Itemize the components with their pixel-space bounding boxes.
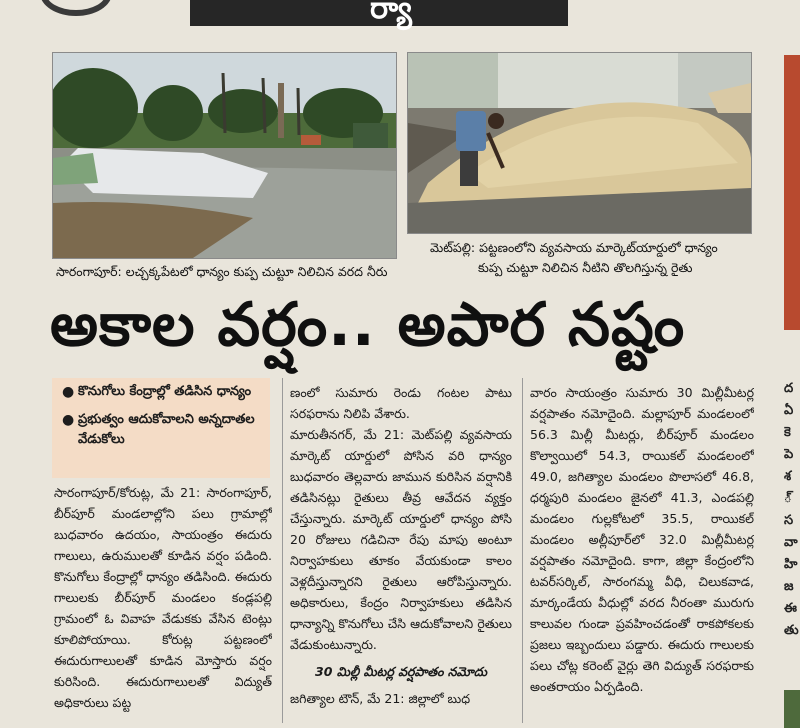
adjacent-photo-fragment-bottom — [784, 690, 800, 728]
highlight-text-2: ప్రభుత్వం ఆదుకోవాలని అన్నదాతల వేడుకోలు — [78, 412, 255, 447]
column-2-tail: జగిత్యాల టౌన్‌, మే 21: జిల్లాలో బుధ — [290, 691, 471, 706]
column-divider — [282, 378, 283, 723]
column-2-body: మారుతీనగర్‌, మే 21: మెట్‌పల్లి వ్యవసాయ మార్కెట్‌ యార్డులో పోసిన వరి ధాన్యం బుధవారం తెల్లవారు జామున కురిసిన వర్షానికి తడిసినట్లు రైతులు తీవ్ర ఆవేదన వ్యక్తం చేస్తున్నారు. మార్కెట్‌ యార్డులో ధాన్యం పోసి 20 రోజులు గడిచినా రేపు మాపు అంటూ నిర్వాహకులు తూకం వేయకుండా కాలం వెళ్లదీస్తున్నారని రైతులు ఆరోపిస్తున్నారు. అధికారులు, కేంద్రం నిర్వాహకులు తడిసిన ధాన్యాన్ని కొనుగోలు చేసి ఆదుకోవాలని రైతులు వేడుకుంటున్నారు. — [290, 427, 512, 652]
highlights-box — [52, 378, 270, 478]
article-column-1 — [54, 482, 272, 722]
headline: అకాల వర్షం.. అపార నష్టం — [50, 290, 686, 360]
column-divider — [522, 378, 523, 723]
masthead-logo-decor — [40, 0, 112, 16]
article-column-3 — [530, 382, 754, 722]
right-photo-caption-line1: మెట్‌పల్లి: పట్టణంలోని వ్యవసాయ మార్కెట్‌యార్డులో ధాన్యం — [430, 240, 718, 255]
adjacent-article-fragment: ద ఏ కె పె శ ్ స వా హి జ ఈ తు — [784, 381, 799, 638]
column-3-text: వారం సాయంత్రం సుమారు 30 మిల్లీమీటర్ల వర్షపాతం నమోదైంది. మల్లాపూర్‌ మండలంలో 56.3 మిల్లీ మీటర్లు, బీర్‌పూర్‌ మండలం కొల్వాయిలో 54.3, రాయికల్‌ మండలంలో 49.0, జగిత్యాల మండలం పొలాసలో 46.8, ధర్మపురి మండలం జైనలో 41.3, ఎండపల్లి మండలం గుల్లకోటలో 35.5, రాయికల్‌ మండలం అల్లీపూర్‌లో 32.0 మిల్లీమీటర్ల వర్షపాతం నమోదైంది. కాగా, జిల్లా కేంద్రంలోని టవర్‌సర్కిల్‌, సారంగమ్మ వీధి, చిలుకవాడ, మార్కండేయ వీధుల్లో వరద నీరంతా మురుగు కాలువల గుండా ప్రవహించడంతో రాకపోకలకు ప్రజలు ఇబ్బందులు పడ్డారు. ఈదురు గాలులకు పలు చోట్ల కరెంట్‌ వైర్లు తెగి విద్యుత్‌ సరఫరాకు అంతరాయం ఏర్పడింది. — [530, 385, 754, 694]
masthead-glyph: ర్యా — [370, 0, 412, 26]
adjacent-photo-fragment — [784, 55, 800, 330]
bullet-icon: ● — [62, 412, 75, 428]
highlight-item-1 — [58, 382, 270, 402]
column-2-subhead: 30 మిల్లీ మీటర్ల వర్షపాతం నమోదు — [315, 664, 487, 679]
article-column-2 — [290, 382, 512, 722]
left-photo-caption: సారంగాపూర్‌: లచ్చక్కపేటలో ధాన్యం కుప్ప చుట్టూ నిలిచిన వరద నీరు — [56, 264, 388, 279]
bullet-icon: ● — [62, 384, 75, 400]
highlight-text-1: కొనుగోలు కేంద్రాల్లో తడిసిన ధాన్యం — [78, 384, 252, 399]
column-2-lead: ణంలో సుమారు రెండు గంటల పాటు సరఫరాను నిలిపి వేశారు. — [290, 385, 512, 421]
highlight-item-2 — [58, 410, 270, 450]
right-photo-caption-line2: కుప్ప చుట్టూ నిలిచిన నీటిని తొలగిస్తున్న రైతు — [478, 260, 693, 275]
photo-flooded-grain — [52, 52, 397, 259]
photo-grain-heap — [407, 52, 752, 234]
column-1-text: సారంగాపూర్‌/కోరుట్ల, మే 21: సారంగాపూర్‌, బీర్‌పూర్‌ మండలాల్లోని పలు గ్రామాల్లో బుధవారం ఉదయం, సాయంత్రం ఈదురు గాలులు, ఉరుములతో కూడిన వర్షం పడింది. కొనుగోలు కేంద్రాల్లో ధాన్యం తడిసింది. ఈదురు గాలులకు బీర్‌పూర్‌ మండలం కండ్లపల్లి గ్రామంలో ఓ వివాహ వేడుకకు వేసిన టెంట్లు కూలిపోయాయి. కోరుట్ల పట్టణంలో ఈదురుగాలులతో కూడిన మోస్తారు వర్షం కురిసింది. ఈదురుగాలులతో విద్యుత్‌ అధికారులు పట్ట — [54, 485, 272, 710]
